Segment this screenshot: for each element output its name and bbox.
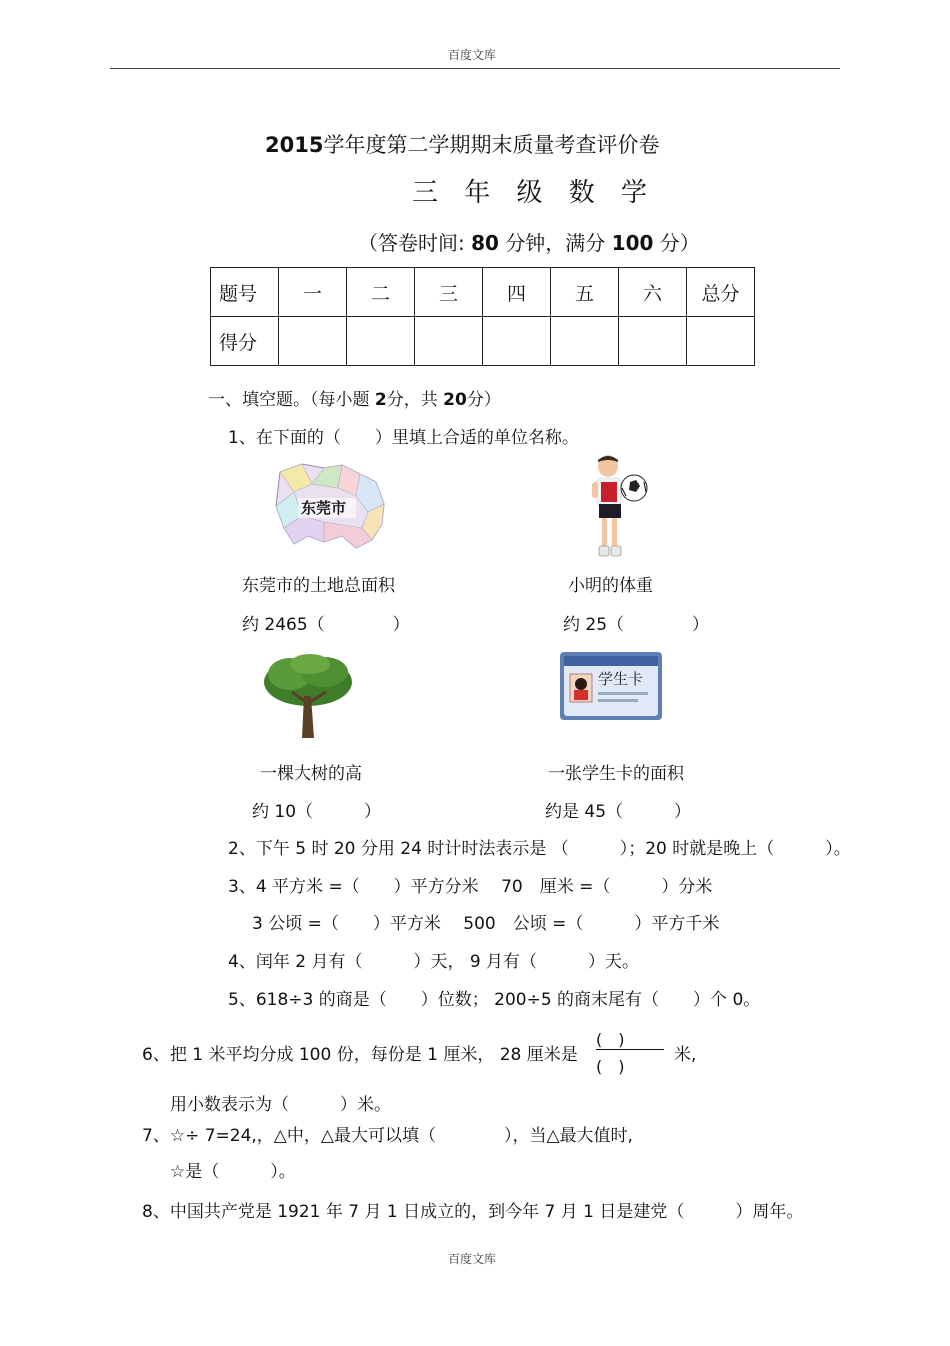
question-4: 4、闰年 2 月有（ ）天， 9 月有（ ）天。 (228, 952, 640, 972)
score-cell (415, 317, 483, 366)
score-cell (687, 317, 755, 366)
full-score: 100 (611, 231, 654, 255)
footer-watermark: 百度文库 (448, 1252, 497, 1266)
section1-heading-a: 一、填空题。（每小题 (208, 390, 370, 410)
title-year: 2015 (265, 133, 324, 157)
score-cell (279, 317, 347, 366)
score-header-cell: 六 (619, 268, 687, 317)
item2-caption: 小明的体重 (568, 576, 653, 596)
score-table (210, 267, 755, 366)
score-header-cell: 三 (415, 268, 483, 317)
question-6-line2: 用小数表示为（ ）米。 (170, 1095, 391, 1115)
item1-caption: 东莞市的土地总面积 (242, 576, 395, 596)
section1-heading-b: 分，共 (386, 390, 438, 410)
duration-label: （答卷时间: (358, 231, 465, 255)
fraction-denominator: ( ) (596, 1057, 625, 1076)
score-header-cell: 二 (347, 268, 415, 317)
score-header-cell: 一 (279, 268, 347, 317)
question-3-line2: 3 公顷 =（ ）平方米 500 公顷 =（ ）平方千米 (252, 914, 720, 934)
dongguan-map-image (272, 462, 388, 550)
boy-with-ball-image (588, 452, 652, 564)
question-8: 8、中国共产党是 1921 年 7 月 1 日成立的，到今年 7 月 1 日是建党（ ）周年。 (142, 1202, 804, 1222)
item4-caption: 一张学生卡的面积 (548, 764, 684, 784)
item4-answer: 约是 45（ ） (545, 802, 692, 822)
duration-end: 分） (659, 231, 700, 255)
question-6-unit: 米, (674, 1045, 697, 1065)
section1-heading-c: 分） (466, 390, 501, 410)
score-table-score-row (211, 317, 755, 366)
header-watermark: 百度文库 (448, 48, 497, 62)
score-cell (347, 317, 415, 366)
score-header-cell: 四 (483, 268, 551, 317)
question-3-line1: 3、4 平方米 =（ ）平方分米 70 厘米 =（ ）分米 (228, 877, 713, 897)
item2-answer: 约 25（ ） (563, 615, 710, 635)
section1-each: 2 (374, 390, 387, 410)
score-table-header-row (211, 268, 755, 317)
fraction-blank (596, 1027, 664, 1075)
student-card-image (560, 652, 662, 720)
title-line1: 学年度第二学期期末质量考查评价卷 (323, 133, 660, 157)
exam-duration (358, 227, 700, 256)
question-7: 7、☆÷ 7=24,，△中，△最大可以填（ ），当△最大值时, (142, 1126, 633, 1146)
exam-title (265, 129, 659, 159)
score-cell (483, 317, 551, 366)
section1-heading (208, 385, 501, 410)
tree-image (260, 652, 356, 740)
question-2: 2、下午 5 时 20 分用 24 时计时法表示是 （ ）；20 时就是晚上（ ）。 (228, 839, 851, 859)
duration-mid: 分钟，满分 (505, 231, 606, 255)
header-rule (110, 68, 840, 69)
score-row-label: 得分 (211, 317, 279, 366)
score-header-cell: 题号 (211, 268, 279, 317)
map-label: 东莞市 (301, 500, 347, 517)
question-5: 5、618÷3 的商是（ ）位数； 200÷5 的商末尾有（ ）个 0。 (228, 990, 761, 1010)
fraction-bar (596, 1049, 664, 1050)
score-header-cell: 总分 (687, 268, 755, 317)
question-7-line2: ☆是（ ）。 (170, 1162, 296, 1182)
item3-answer: 约 10（ ） (252, 802, 382, 822)
score-cell (619, 317, 687, 366)
score-header-cell: 五 (551, 268, 619, 317)
duration-minutes: 80 (471, 231, 499, 255)
item1-answer: 约 2465（ ） (242, 615, 410, 635)
question-6: 6、把 1 米平均分成 100 份，每份是 1 厘米， 28 厘米是 (142, 1045, 578, 1065)
item3-caption: 一棵大树的高 (260, 764, 362, 784)
subject-title: 三 年 级 数 学 (412, 178, 648, 208)
question-1: 1、在下面的（ ）里填上合适的单位名称。 (228, 428, 579, 448)
fraction-numerator: ( ) (596, 1030, 625, 1049)
section1-total: 20 (443, 390, 467, 410)
score-cell (551, 317, 619, 366)
card-label: 学生卡 (598, 671, 644, 688)
